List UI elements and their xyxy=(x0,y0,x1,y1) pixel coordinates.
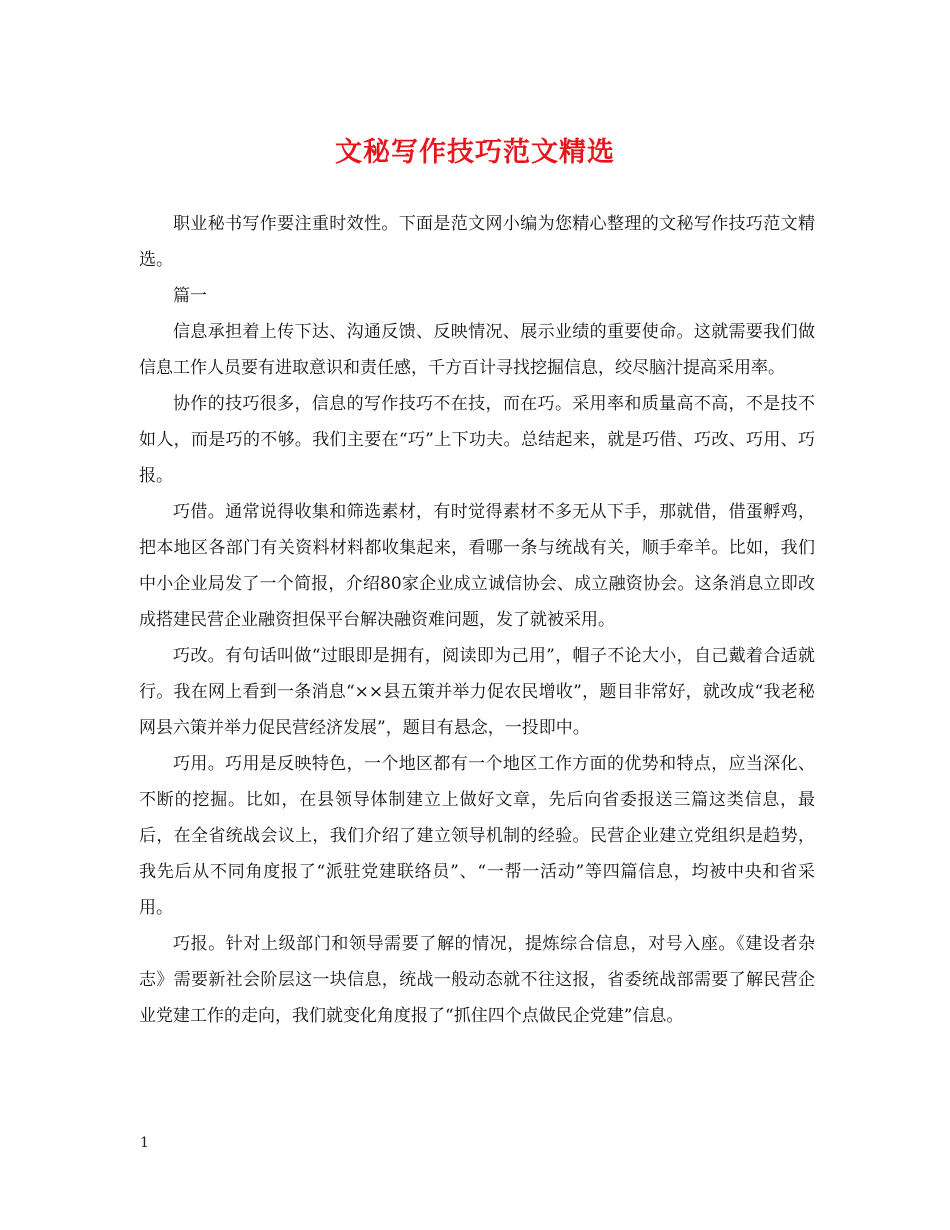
paragraph-section-heading: 篇一 xyxy=(173,286,207,306)
paragraph-body: 协作的技巧很多，信息的写作技巧不在技，而在巧。采用率和质量高不高，不是技不如人，而是巧的不够。我们主要在“巧”上下功夫。总结起来，就是巧借、巧改、巧用、巧报。 xyxy=(139,394,815,486)
paragraph-body: 巧用。巧用是反映特色，一个地区都有一个地区工作方面的优势和特点，应当深化、不断的挖掘。比如，在县领导体制建立上做好文章，先后向省委报送三篇这类信息，最后，在全省统战会议上，我们介绍了建立领导机制的经验。民营企业建立党组织是趋势，我先后从不同角度报了“派驻党建联络员”、“一帮一活动”等四篇信息，均被中央和省采用。 xyxy=(139,754,815,918)
document-title: 文秘写作技巧范文精选 xyxy=(335,137,615,168)
paragraph-body: 巧借。通常说得收集和筛选素材，有时觉得素材不多无从下手，那就借，借蛋孵鸡，把本地区各部门有关资料材料都收集起来，看哪一条与统战有关，顺手牵羊。比如，我们中小企业局发了一个简报，介绍80家企业成立诚信协会、成立融资协会。这条消息立即改成搭建民营企业融资担保平台解决融资难问题，发了就被采用。 xyxy=(139,502,815,630)
page-number: 1 xyxy=(140,1135,149,1151)
paragraph-body: 信息承担着上传下达、沟通反馈、反映情况、展示业绩的重要使命。这就需要我们做信息工作人员要有进取意识和责任感，千方百计寻找挖掘信息，绞尽脑汁提高采用率。 xyxy=(139,322,815,378)
paragraph-intro: 职业秘书写作要注重时效性。下面是范文网小编为您精心整理的文秘写作技巧范文精选。 xyxy=(139,214,815,270)
paragraph-body: 巧报。针对上级部门和领导需要了解的情况，提炼综合信息，对号入座。《建设者杂志》需要新社会阶层这一块信息，统战一般动态就不往这报，省委统战部需要了解民营企业党建工作的走向，我们就变化角度报了“抓住四个点做民企党建”信息。 xyxy=(139,934,815,1026)
paragraph-body: 巧改。有句话叫做“过眼即是拥有，阅读即为己用”，帽子不论大小，自己戴着合适就行。我在网上看到一条消息“××县五策并举力促农民增收”，题目非常好，就改成“我老秘网县六策并举力促民营经济发展”，题目有悬念，一投即中。 xyxy=(139,646,815,738)
document-body xyxy=(139,206,815,1034)
